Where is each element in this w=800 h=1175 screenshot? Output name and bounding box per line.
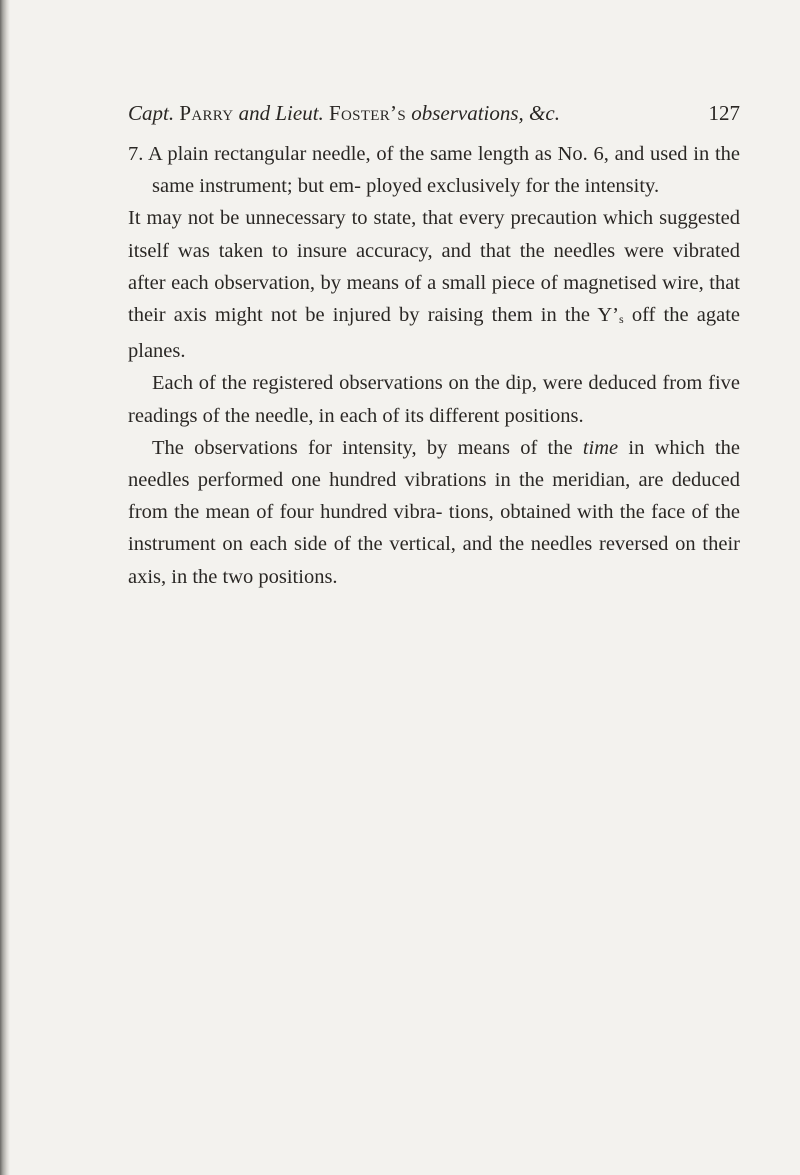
paragraph-intensity-text-a: The observations for intensity, by means of the	[152, 436, 583, 459]
paragraph-precaution-subscript: s	[619, 312, 624, 327]
paragraph-intensity-time: time	[582, 436, 619, 459]
paragraph-item-7: 7. A plain rectangular needle, of the same length as No. 6, and used in the same instrument; but em- ployed exclusively for the intensity.	[128, 143, 740, 198]
running-head-and-lieut: and Lieut.	[238, 101, 324, 125]
paragraph-precaution-text-b: off the agate planes.	[128, 304, 740, 363]
running-head-etc: &c.	[529, 101, 560, 125]
page-binding-edge	[0, 0, 10, 1175]
running-head-title	[128, 96, 560, 130]
paragraph-intensity-observations	[128, 432, 740, 593]
running-head-capt: Capt.	[128, 101, 175, 125]
paragraph-intensity-text-b: in which the needles performed one hundred vibrations in the meridian, are deduced from the mean of four hundred vibra- tions, obtained with the face of the instrument on each side of the vertical, and the needles reversed on their axis, in the two positions.	[128, 436, 740, 588]
paragraph-dip-observations: Each of the registered observations on the dip, were deduced from five readings of the needle, in each of its different positions.	[128, 372, 740, 427]
running-head-observations: observations,	[411, 101, 524, 125]
page-number: 127	[708, 101, 740, 125]
running-head-parry: Parry	[179, 101, 234, 125]
paragraph-precaution-text-a: It may not be unnecessary to state, that every precaution which suggested itself was taken to insure accuracy, and that the needles were vibrated after each observation, by means of a small piece of magnetised wire, that their axis might not be injured by raising them in the Y’	[128, 207, 740, 327]
body-text	[128, 138, 740, 593]
running-head-fosters: Foster’s	[329, 101, 406, 125]
running-head	[128, 96, 740, 130]
paragraph-precaution	[128, 202, 740, 367]
